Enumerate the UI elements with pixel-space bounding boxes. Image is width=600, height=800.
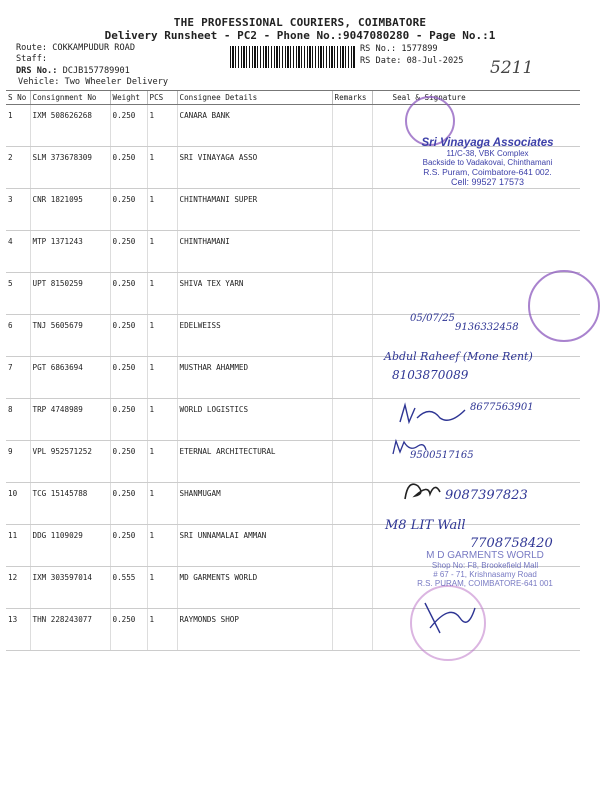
- cell-consignee: WORLD LOGISTICS: [177, 399, 332, 441]
- cell-pcs: 1: [147, 315, 177, 357]
- cell-weight: 0.250: [110, 441, 147, 483]
- signature-phone-row8: 8677563901: [470, 402, 534, 413]
- signature-scribble-row8: [395, 400, 475, 430]
- route-label: Route: COKKAMPUDUR ROAD: [16, 43, 135, 53]
- cell-consignee: CANARA BANK: [177, 105, 332, 147]
- md-stamp-name: M D GARMENTS WORLD: [426, 550, 544, 561]
- table-row: [6, 189, 580, 231]
- drs-label: DRS No.:: [16, 66, 58, 76]
- cell-weight: 0.250: [110, 315, 147, 357]
- col-consignee: Consignee Details: [177, 91, 332, 105]
- cell-sno: 8: [6, 399, 30, 441]
- md-stamp-line1: Shop No: F8, Brookefield Mall: [431, 561, 539, 570]
- cell-consignment: IXM 508626268: [30, 105, 110, 147]
- cell-remarks: [332, 105, 372, 147]
- cell-signature: [372, 231, 580, 273]
- cell-remarks: [332, 189, 372, 231]
- rs-number: RS No.: 1577899: [360, 44, 438, 54]
- signature-scribble-row10: [400, 474, 445, 504]
- cell-weight: 0.250: [110, 105, 147, 147]
- vinayaga-stamp-line2: Backside to Vadakovai, Chinthamani: [422, 158, 553, 167]
- vehicle-label: Vehicle: Two Wheeler Delivery: [18, 77, 169, 87]
- cell-pcs: 1: [147, 357, 177, 399]
- signature-date-row6: 05/07/25: [410, 313, 455, 324]
- signature-scribble-row9: [390, 438, 430, 458]
- cell-consignment: CNR 1821095: [30, 189, 110, 231]
- md-stamp-line2: # 67 - 71, Krishnasamy Road: [433, 570, 537, 579]
- company-title: THE PROFESSIONAL COURIERS, COIMBATORE: [173, 16, 427, 29]
- signature-phone-row6: 9136332458: [455, 322, 519, 333]
- cell-pcs: 1: [147, 189, 177, 231]
- cell-remarks: [332, 525, 372, 567]
- cell-sno: 6: [6, 315, 30, 357]
- col-consignment: Consignment No: [30, 91, 110, 105]
- round-seal-stamp: [528, 270, 600, 342]
- cell-consignee: RAYMONDS SHOP: [177, 609, 332, 651]
- cell-consignee: SHANMUGAM: [177, 483, 332, 525]
- cell-consignee: MUSTHAR AHAMMED: [177, 357, 332, 399]
- cell-weight: 0.250: [110, 357, 147, 399]
- col-seal-signature: Seal & Signature: [372, 91, 580, 105]
- table-row: [6, 273, 580, 315]
- vinayaga-stamp-name: Sri Vinayaga Associates: [421, 137, 554, 149]
- cell-pcs: 1: [147, 609, 177, 651]
- signature-phone-row10: 9087397823: [445, 488, 528, 503]
- cell-remarks: [332, 399, 372, 441]
- cell-consignee: CHINTHAMANI SUPER: [177, 189, 332, 231]
- col-remarks: Remarks: [332, 91, 372, 105]
- cell-consignment: IXM 303597014: [30, 567, 110, 609]
- cell-pcs: 1: [147, 483, 177, 525]
- vinayaga-stamp-line1: 11/C-38, VBK Complex: [446, 149, 529, 158]
- cell-remarks: [332, 315, 372, 357]
- signature-phone-row12: 7708758420: [470, 536, 553, 551]
- cell-consignee: SRI UNNAMALAI AMMAN: [177, 525, 332, 567]
- cell-weight: 0.250: [110, 231, 147, 273]
- cell-consignment: PGT 6863694: [30, 357, 110, 399]
- cell-pcs: 1: [147, 147, 177, 189]
- cell-consignee: MD GARMENTS WORLD: [177, 567, 332, 609]
- signature-text-row11: M8 LIT Wall: [385, 518, 466, 533]
- md-stamp-line3: R.S. PURAM, COIMBATORE-641 001: [417, 579, 553, 588]
- cell-consignment: TCG 15145788: [30, 483, 110, 525]
- cell-weight: 0.250: [110, 273, 147, 315]
- cell-sno: 2: [6, 147, 30, 189]
- cell-remarks: [332, 441, 372, 483]
- cell-weight: 0.250: [110, 399, 147, 441]
- cell-pcs: 1: [147, 105, 177, 147]
- cell-remarks: [332, 609, 372, 651]
- cell-consignment: THN 228243077: [30, 609, 110, 651]
- cell-consignment: SLM 373678309: [30, 147, 110, 189]
- col-pcs: PCS: [147, 91, 177, 105]
- signature-phone-row9: 9500517165: [410, 450, 474, 461]
- cell-consignment: MTP 1371243: [30, 231, 110, 273]
- cell-weight: 0.250: [110, 189, 147, 231]
- cell-pcs: 1: [147, 231, 177, 273]
- cell-consignment: UPT 8150259: [30, 273, 110, 315]
- cell-sno: 12: [6, 567, 30, 609]
- vinayaga-stamp-line3: R.S. Puram, Coimbatore-641 002.: [423, 167, 552, 177]
- cell-consignment: VPL 952571252: [30, 441, 110, 483]
- cell-consignee: SRI VINAYAGA ASSO: [177, 147, 332, 189]
- cell-consignee: ETERNAL ARCHITECTURAL: [177, 441, 332, 483]
- drs-number: [16, 66, 130, 76]
- runsheet-subtitle: Delivery Runsheet - PC2 - Phone No.:9047080280 - Page No.:1: [104, 29, 496, 42]
- md-garments-stamp: [390, 550, 580, 588]
- drs-value: DCJB157789901: [62, 66, 130, 76]
- table-row: [6, 609, 580, 651]
- cell-sno: 4: [6, 231, 30, 273]
- cell-remarks: [332, 147, 372, 189]
- cell-sno: 7: [6, 357, 30, 399]
- table-row: [6, 231, 580, 273]
- cell-sno: 3: [6, 189, 30, 231]
- cell-pcs: 1: [147, 525, 177, 567]
- cell-sno: 9: [6, 441, 30, 483]
- col-weight: Weight: [110, 91, 147, 105]
- cell-remarks: [332, 231, 372, 273]
- col-sno: S No: [6, 91, 30, 105]
- signature-name-row7: Abdul Raheef (Mone Rent): [384, 350, 533, 363]
- cell-consignee: CHINTHAMANI: [177, 231, 332, 273]
- table-header-row: [6, 91, 580, 105]
- cell-sno: 13: [6, 609, 30, 651]
- staff-label: Staff:: [16, 54, 48, 64]
- cell-pcs: 1: [147, 273, 177, 315]
- cell-weight: 0.250: [110, 483, 147, 525]
- cell-remarks: [332, 483, 372, 525]
- handwritten-number: 5211: [490, 58, 534, 78]
- signature-phone-row7: 8103870089: [392, 368, 469, 382]
- vinayaga-stamp-cell: Cell: 99527 17573: [450, 177, 525, 187]
- cell-pcs: 1: [147, 567, 177, 609]
- cell-consignment: DDG 1109029: [30, 525, 110, 567]
- barcode: [230, 46, 355, 68]
- vinayaga-stamp: [380, 137, 595, 187]
- cell-sno: 11: [6, 525, 30, 567]
- table-row: [6, 441, 580, 483]
- signature-scribble-row13: [420, 598, 480, 638]
- cell-remarks: [332, 567, 372, 609]
- cell-sno: 1: [6, 105, 30, 147]
- cell-weight: 0.250: [110, 525, 147, 567]
- cell-remarks: [332, 357, 372, 399]
- cell-consignment: TRP 4748989: [30, 399, 110, 441]
- cell-consignee: EDELWEISS: [177, 315, 332, 357]
- cell-consignee: SHIVA TEX YARN: [177, 273, 332, 315]
- cell-signature: [372, 189, 580, 231]
- cell-weight: 0.250: [110, 609, 147, 651]
- cell-weight: 0.250: [110, 147, 147, 189]
- cell-pcs: 1: [147, 441, 177, 483]
- cell-sno: 10: [6, 483, 30, 525]
- cell-sno: 5: [6, 273, 30, 315]
- cell-pcs: 1: [147, 399, 177, 441]
- cell-consignment: TNJ 5605679: [30, 315, 110, 357]
- cell-weight: 0.555: [110, 567, 147, 609]
- cell-remarks: [332, 273, 372, 315]
- rs-date: RS Date: 08-Jul-2025: [360, 56, 464, 66]
